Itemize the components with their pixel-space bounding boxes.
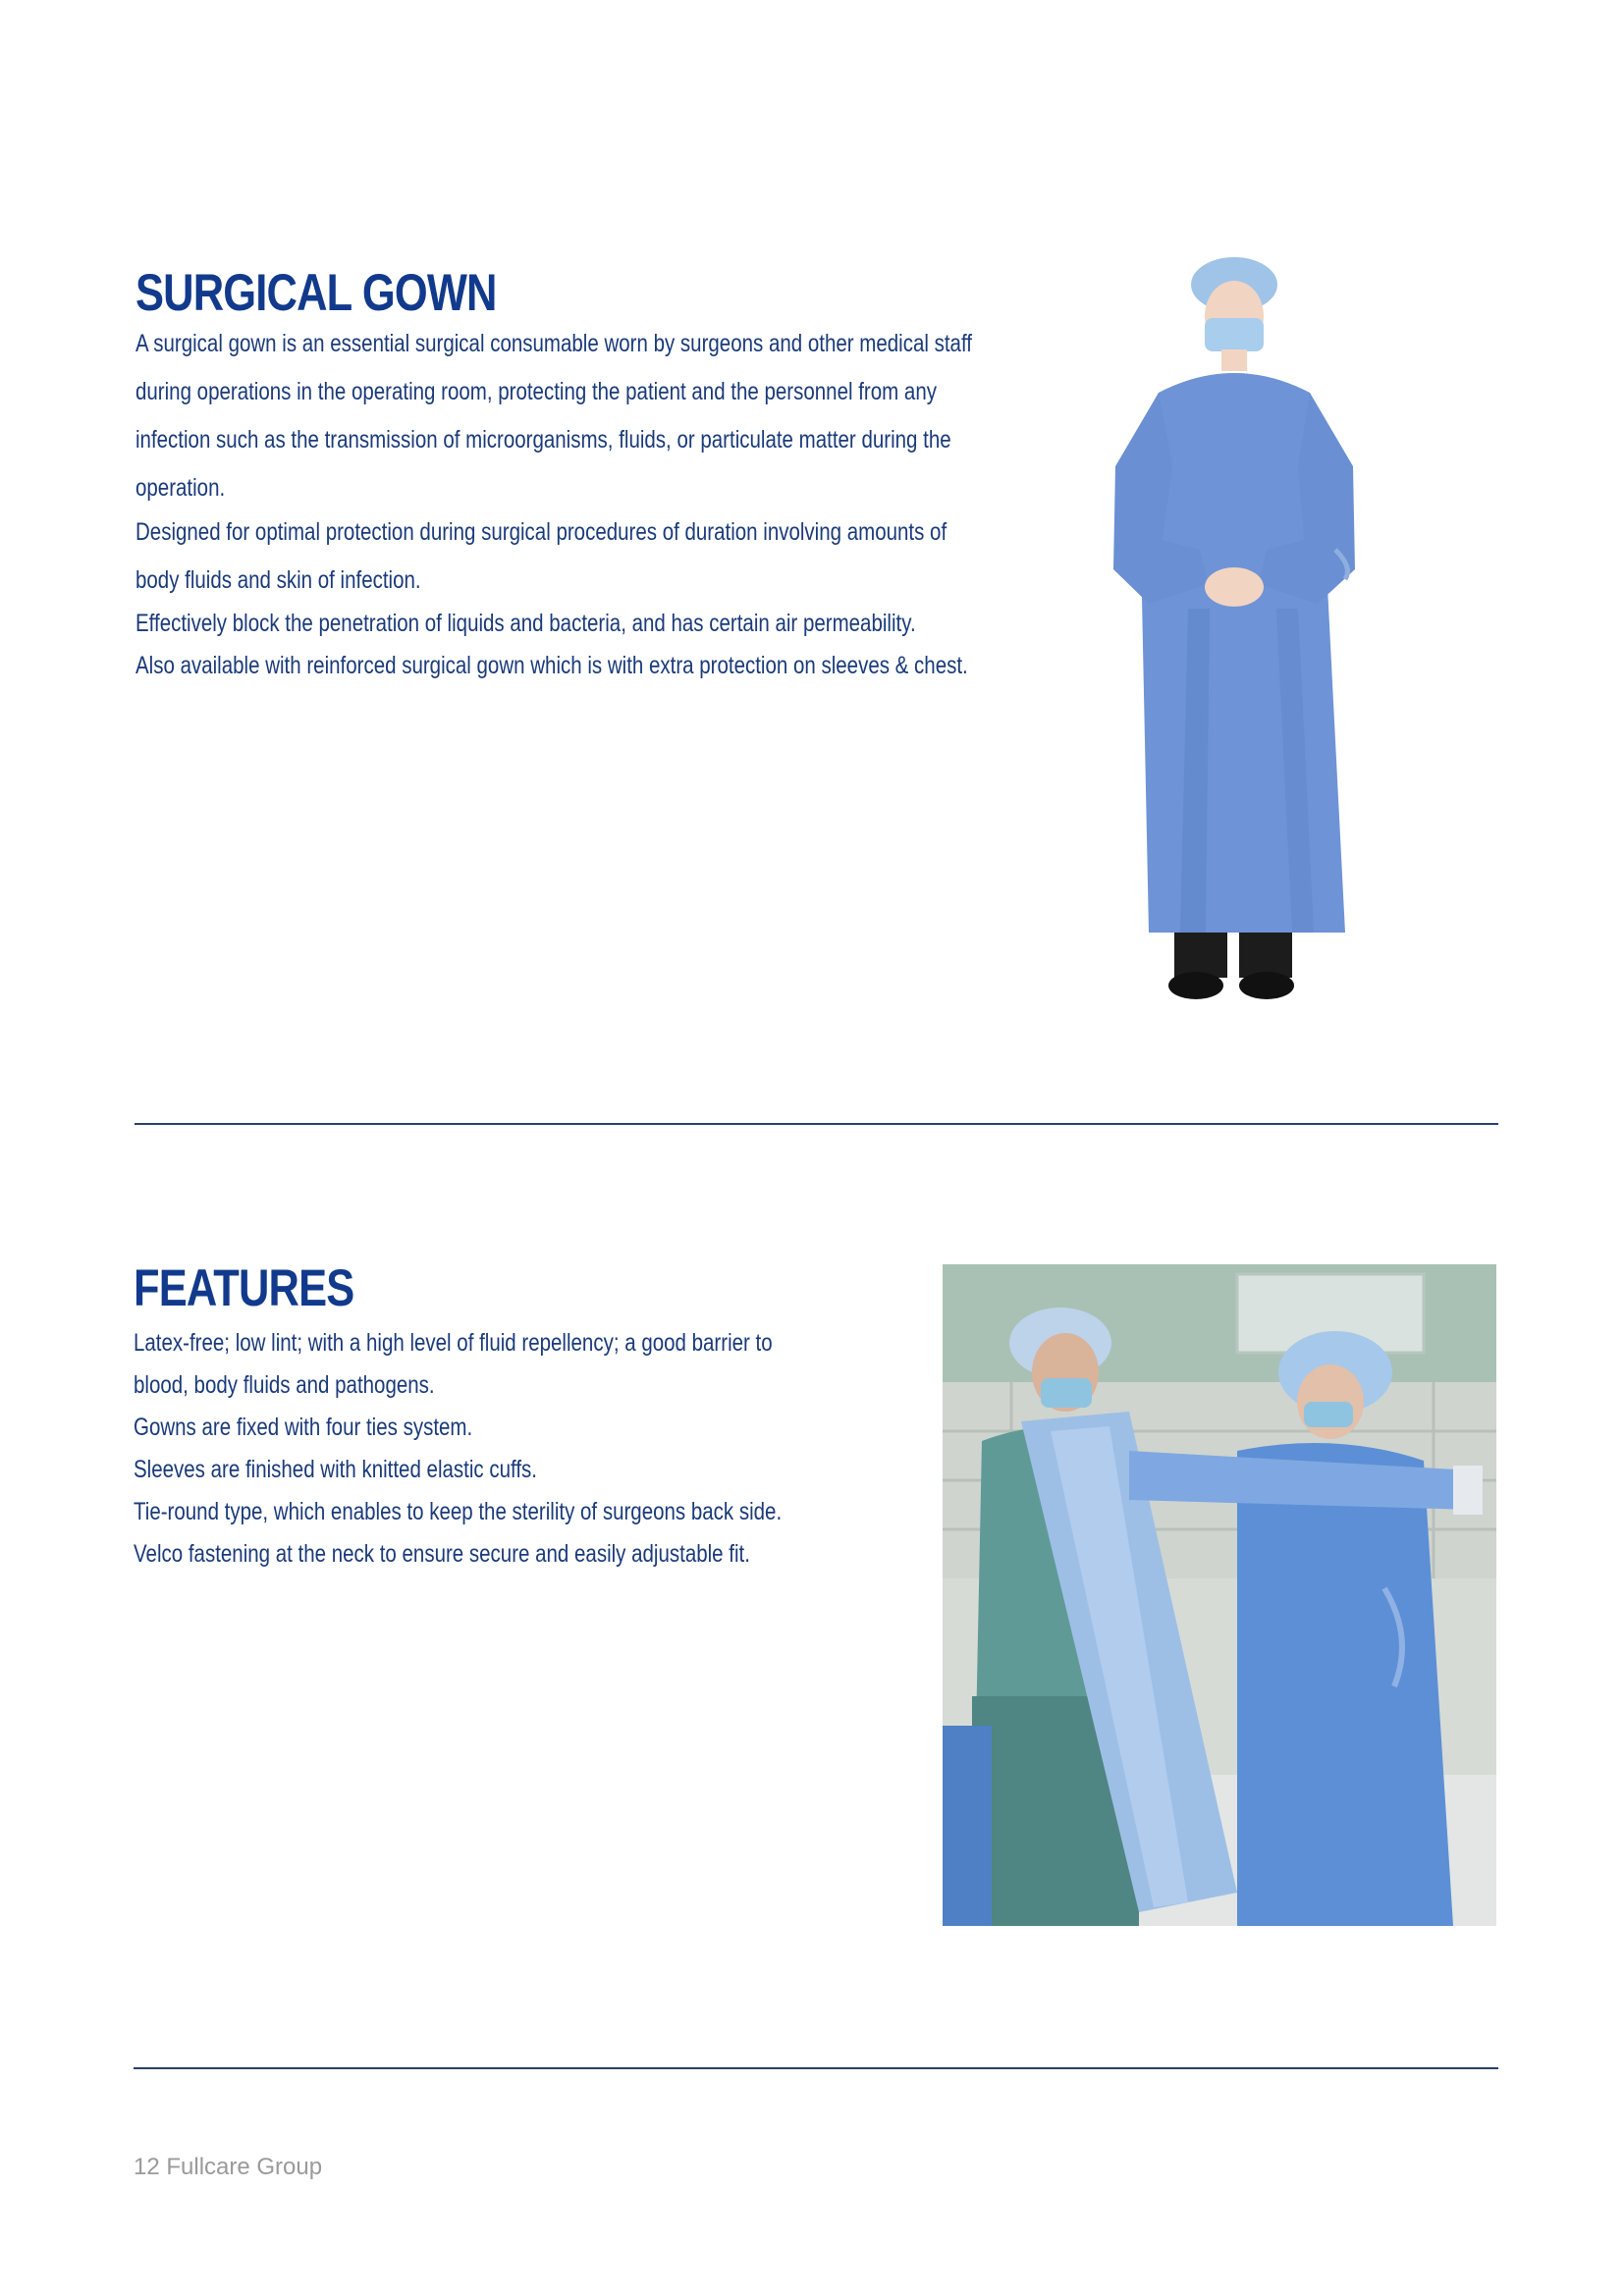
feature-line: Sleeves are finished with knitted elastic cuffs. [134,1456,537,1483]
feature-line: Velco fastening at the neck to ensure secure and easily adjustable fit. [134,1540,750,1568]
description-line: A surgical gown is an essential surgical consumable worn by surgeons and other medical staff [135,330,972,357]
description-line: Effectively block the penetration of liquids and bacteria, and has certain air permeability. [135,610,916,637]
surgeons-gowning-illustration [943,1264,1496,1926]
description-line: during operations in the operating room, protecting the patient and the personnel from any [135,378,937,405]
page-footer: 12 Fullcare Group [134,2154,323,2180]
feature-line: Latex-free; low lint; with a high level of fluid repellency; a good barrier to [134,1329,773,1357]
description-line: Designed for optimal protection during surgical procedures of duration involving amounts of [135,518,947,546]
feature-line: Gowns are fixed with four ties system. [134,1414,473,1441]
bottom-divider [134,2067,1498,2069]
description-line: infection such as the transmission of microorganisms, fluids, or particulate matter during the [135,426,951,454]
gowned-person-illustration [1090,255,1384,1001]
surgical-gown-title: SURGICAL GOWN [135,264,497,322]
surgical-gown-photo [1090,255,1384,1001]
operating-room-photo [943,1264,1496,1926]
feature-line: Tie-round type, which enables to keep the sterility of surgeons back side. [134,1498,783,1525]
feature-line: blood, body fluids and pathogens. [134,1371,435,1399]
description-line: operation. [135,474,226,502]
features-title: FEATURES [134,1259,354,1317]
description-line: body fluids and skin of infection. [135,566,421,594]
description-line: Also available with reinforced surgical gown which is with extra protection on sleeves & chest. [135,652,968,679]
section-divider [135,1123,1498,1125]
